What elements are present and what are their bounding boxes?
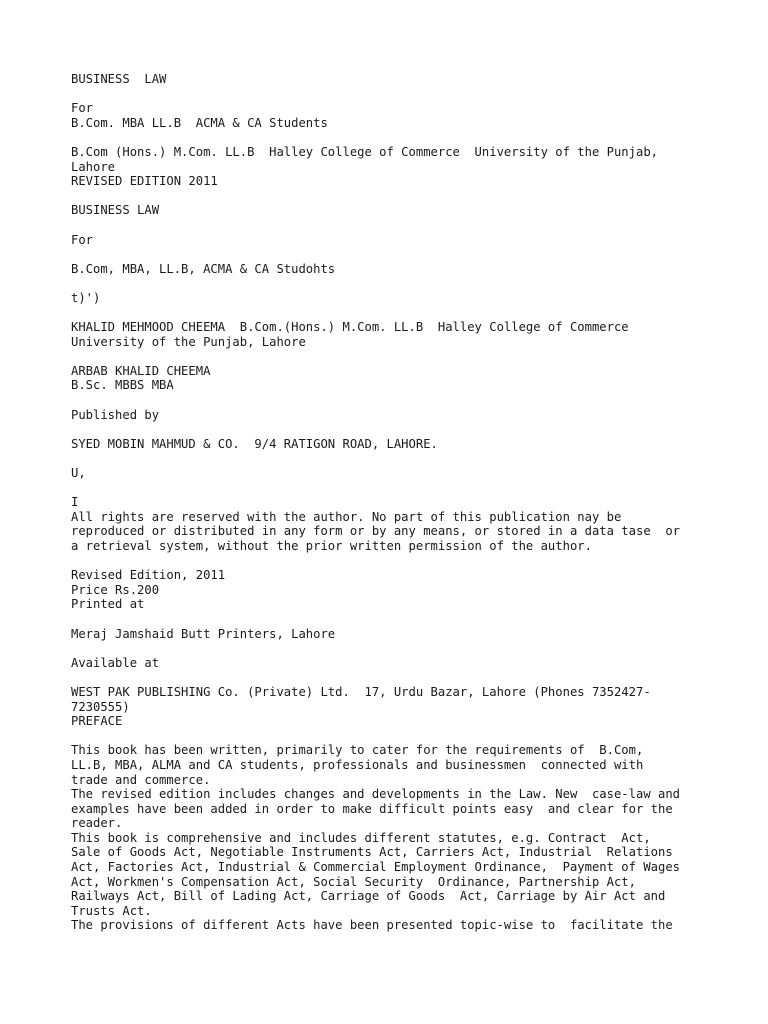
text-line: Meraj Jamshaid Butt Printers, Lahore: [71, 626, 336, 641]
blank-line: [71, 481, 761, 496]
text-line: Act, Factories Act, Industrial & Commercial Employment Ordinance, Payment of Wages: [71, 860, 681, 875]
text-line: ARBAB KHALID CHEEMA: [71, 363, 211, 378]
blank-line: [71, 276, 761, 291]
text-line: PREFACE: [71, 714, 123, 729]
blank-line: [71, 612, 761, 627]
blank-line: [71, 729, 761, 744]
text-line: Published by: [71, 407, 160, 422]
text-line: This book has been written, primarily to cater for the requirements of B.Com,: [71, 743, 644, 758]
text-line: Available at: [71, 655, 160, 670]
blank-line: [71, 306, 761, 321]
text-line: The revised edition includes changes and developments in the Law. New case-law and: [71, 787, 681, 802]
text-line: trade and commerce.: [71, 772, 211, 787]
text-line: For: [71, 232, 94, 247]
blank-line: [71, 451, 761, 466]
blank-line: [71, 670, 761, 685]
text-line: B.Com. MBA LL.B ACMA & CA Students: [71, 115, 328, 130]
blank-line: [71, 247, 761, 262]
text-line: For: [71, 101, 94, 116]
blank-line: [71, 393, 761, 408]
blank-line: [71, 130, 761, 145]
blank-line: [71, 218, 761, 233]
blank-line: [71, 189, 761, 204]
text-line: reproduced or distributed in any form or by any means, or stored in a data tase or: [71, 524, 681, 539]
text-line: Price Rs.200: [71, 582, 160, 597]
text-line: BUSINESS LAW: [71, 72, 167, 86]
text-line: I: [71, 495, 79, 510]
blank-line: [71, 349, 761, 364]
text-line: Railways Act, Bill of Lading Act, Carriage of Goods Act, Carriage by Air Act and: [71, 889, 666, 904]
blank-line: [71, 554, 761, 569]
text-line: Trusts Act.: [71, 903, 152, 918]
text-line: B.Com, MBA, LL.B, ACMA & CA Studohts: [71, 261, 336, 276]
text-line: examples have been added in order to make difficult points easy and clear for the: [71, 801, 673, 816]
text-line: t)'): [71, 290, 101, 305]
blank-line: [71, 641, 761, 656]
text-line: Sale of Goods Act, Negotiable Instruments Act, Carriers Act, Industrial Relations: [71, 845, 673, 860]
blank-line: [71, 422, 761, 437]
text-line: Printed at: [71, 597, 145, 612]
text-line: SYED MOBIN MAHMUD & CO. 9/4 RATIGON ROAD, LAHORE.: [71, 436, 438, 451]
text-line: Act, Workmen's Compensation Act, Social Security Ordinance, Partnership Act,: [71, 874, 636, 889]
text-line: All rights are reserved with the author. No part of this publication nay be: [71, 509, 622, 524]
text-line: University of the Punjab, Lahore: [71, 334, 306, 349]
text-line: LL.B, MBA, ALMA and CA students, professionals and businessmen connected with: [71, 757, 644, 772]
text-line: B.Sc. MBBS MBA: [71, 378, 174, 393]
text-line: U,: [71, 466, 86, 481]
text-line: KHALID MEHMOOD CHEEMA B.Com.(Hons.) M.Com. LL.B Halley College of Commerce: [71, 320, 629, 335]
text-line: Lahore: [71, 159, 116, 174]
text-line: B.Com (Hons.) M.Com. LL.B Halley College of Commerce University of the Punjab,: [71, 144, 658, 159]
text-line: WEST PAK PUBLISHING Co. (Private) Ltd. 17, Urdu Bazar, Lahore (Phones 7352427-: [71, 684, 651, 699]
text-line: a retrieval system, without the prior written permission of the author.: [71, 539, 592, 553]
text-line: REVISED EDITION 2011: [71, 174, 218, 189]
text-line: reader.: [71, 816, 123, 831]
text-line: 7230555): [71, 699, 130, 714]
text-line: The provisions of different Acts have been presented topic-wise to facilitate the: [71, 918, 673, 933]
text-line: BUSINESS LAW: [71, 203, 160, 218]
document-text: [71, 72, 761, 933]
text-line: Revised Edition, 2011: [71, 568, 226, 583]
text-line: This book is comprehensive and includes different statutes, e.g. Contract Act,: [71, 830, 651, 845]
blank-line: [71, 87, 761, 102]
